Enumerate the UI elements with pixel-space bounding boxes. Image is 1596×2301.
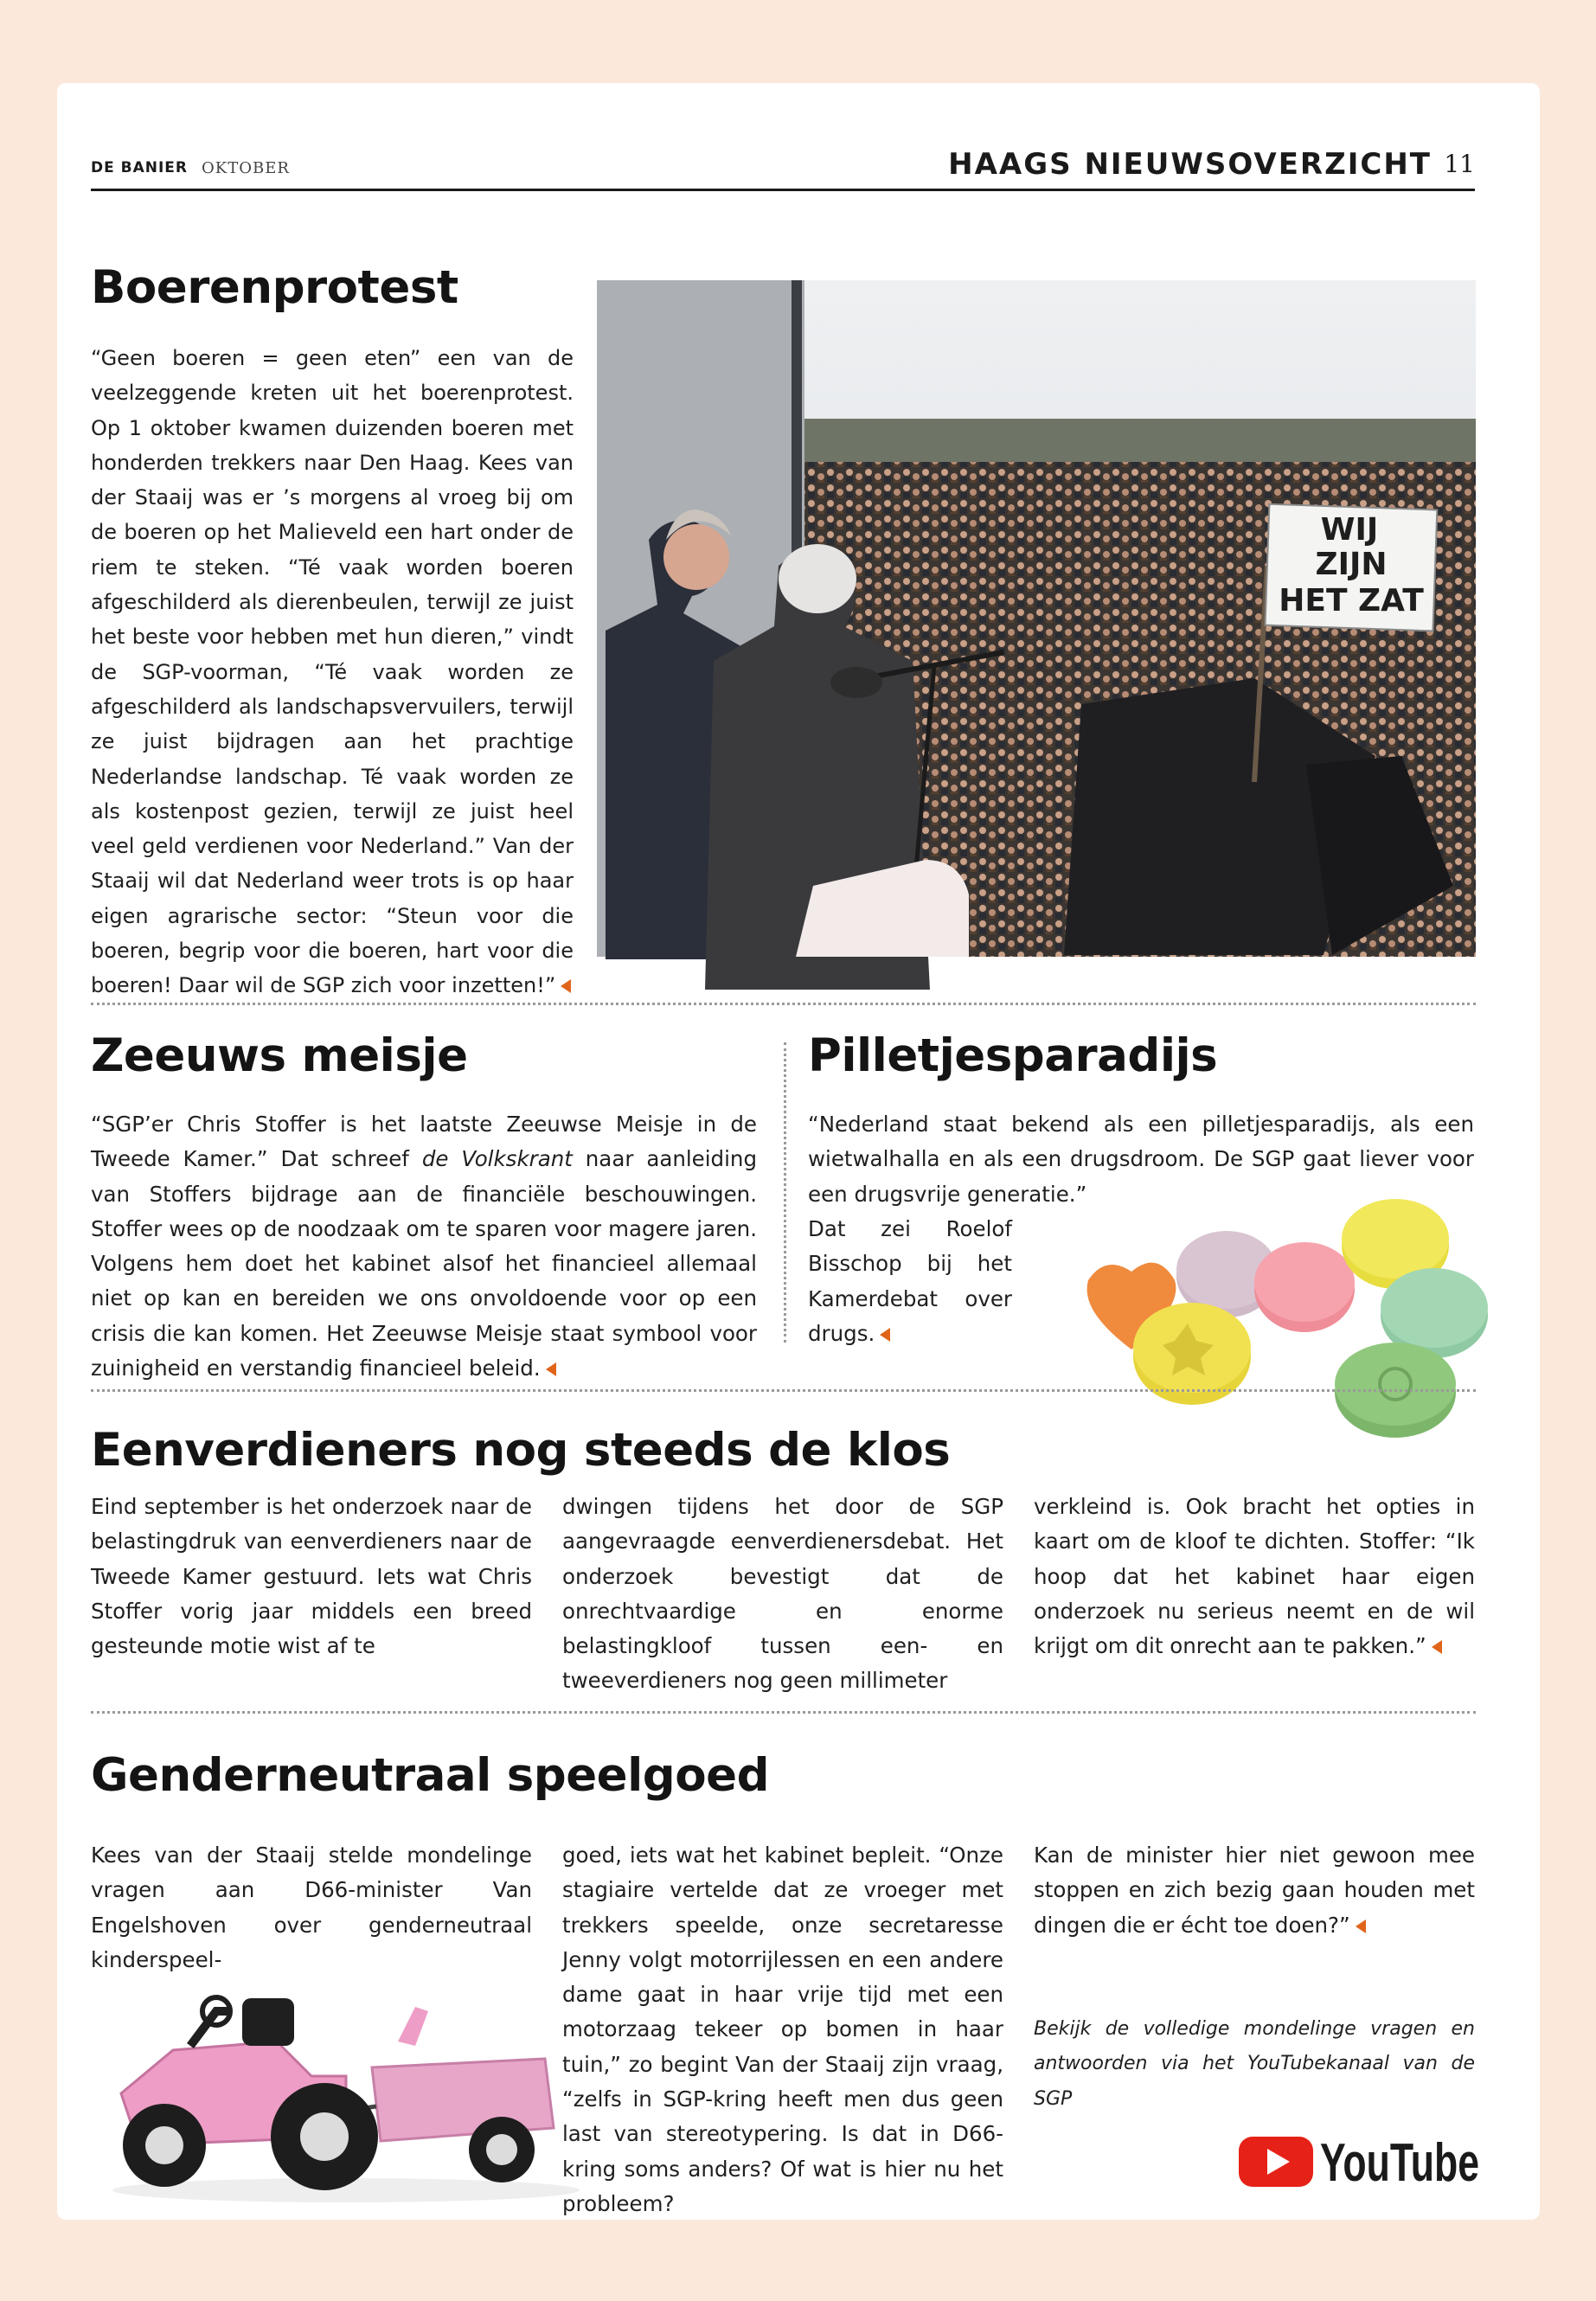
article-title-eenverdieners: Eenverdieners nog steeds de klos — [91, 1424, 951, 1477]
article-body-eenverdieners-col2: dwingen tijdens het door de SGP aangevraagde eenverdienersdebat. Het onderzoek bevestigt dat de onrechtvaardige en enorme belastingkloof tussen een- en tweeverdieners nog geen millimeter — [562, 1494, 1003, 1694]
sign-line-3: HET ZAT — [1279, 583, 1424, 619]
article-body-pilletjes-top: “Nederland staat bekend als een pilletjesparadijs, als een wietwalhalla en als een drugsdroom. De SGP gaat liever voor een drugsvrije generatie.” — [808, 1112, 1474, 1207]
article-title-boerenprotest: Boerenprotest — [91, 261, 458, 314]
section-divider — [91, 1711, 1476, 1714]
article-body-zeeuws-meisje: “SGP’er Chris Stoffer is het laatste Zeeuwse Meisje in de Tweede Kamer.” Dat schreef de Volkskrant naar aanleiding van Stoffers bijdrage aan de financiële beschouwingen. Stoffer wees op de noodzaak om te sparen voor magere jaren. Volgens hem doet het kabinet alsof het financieel allemaal niet op kan en bereiden we ons onvoldoende voor op een crisis die kan komen. Het Zeeuwse Meisje staat symbool voor zuinigheid en verstandig financieel beleid. — [91, 1112, 757, 1381]
issue-month: OKTOBER — [202, 159, 290, 177]
end-arrow-icon — [880, 1328, 890, 1342]
page-number: 11 — [1444, 150, 1475, 178]
pills-image — [1054, 1185, 1503, 1445]
section-divider — [91, 1389, 1476, 1392]
protest-photo — [597, 280, 1476, 957]
page-header — [91, 147, 1475, 191]
sign-line-2: ZIJN — [1315, 547, 1388, 582]
article-body-boerenprotest: “Geen boeren = geen eten” een van de veelzeggende kreten uit het boerenprotest. Op 1 oktober kwamen duizenden boeren met honderden trekkers naar Den Haag. Kees van der Staaij was er ’s morgens al vroeg bij om de boeren op het Malieveld een hart onder de riem te steken. “Té vaak worden boeren afgeschilderd als dierenbeulen, terwijl ze juist het beste voor hebben met hun dieren,” vindt de SGP-voorman, “Té vaak worden ze afgeschilderd als landschapsvervuilers, terwijl ze juist bijdragen aan het prachtige Nederlandse landschap. Té vaak worden ze als kostenpost gezien, terwijl ze juist heel veel geld verdienen voor Nederland.” Van der Staaij wil dat Nederland weer trots is op haar eigen agrarische sector: “Steun voor die boeren, begrip voor die boeren, hart voor die boeren! Daar wil de SGP zich voor inzetten!” — [91, 346, 574, 998]
article-title-zeeuws-meisje: Zeeuws meisje — [91, 1029, 468, 1082]
section-title: HAAGS NIEUWSOVERZICHT — [948, 147, 1432, 182]
article-title-genderneutraal: Genderneutraal speelgoed — [91, 1749, 770, 1802]
end-arrow-icon — [561, 979, 571, 993]
article-body-pilletjes-bottom: Dat zei Roelof Bisschop bij het Kamerdebat over drugs. — [808, 1216, 1012, 1346]
section-divider — [91, 1003, 1476, 1005]
end-arrow-icon — [1356, 1920, 1366, 1933]
end-arrow-icon — [546, 1362, 556, 1376]
youtube-logo — [1239, 2131, 1481, 2193]
sign-line-1: WIJ — [1320, 512, 1379, 548]
end-arrow-icon — [1432, 1640, 1442, 1654]
article-body-eenverdieners-col3: verkleind is. Ook bracht het opties in kaart om de kloof te dichten. Stoffer: “Ik hoop dat het kabinet haar eigen onderzoek nu serieus neemt en de wil krijgt om dit onrecht aan te pakken.” — [1034, 1494, 1475, 1659]
magazine-brand: DE BANIER — [91, 159, 189, 176]
article-body-eenverdieners-col1: Eind september is het onderzoek naar de belastingdruk van eenverdieners naar de Tweede Kamer gestuurd. Iets wat Chris Stoffer vorig jaar middels een breed gesteunde motie wist af te — [91, 1494, 532, 1659]
article-title-pilletjesparadijs: Pilletjesparadijs — [808, 1029, 1218, 1082]
column-divider — [784, 1042, 786, 1343]
youtube-note: Bekijk de volledige mondelinge vragen en antwoorden via het YouTubekanaal van de SGP — [1034, 2018, 1475, 2110]
article-body-gender-col1: Kees van der Staaij stelde mondelinge vragen aan D66-minister Van Engelshoven over genderneutraal kinderspeel- — [91, 1843, 532, 1972]
youtube-wordmark: YouTube — [1320, 2133, 1479, 2193]
toy-tractor-image — [87, 1964, 588, 2206]
article-body-gender-col3: Kan de minister hier niet gewoon mee stoppen en zich bezig gaan houden met dingen die er écht toe doen?” — [1034, 1843, 1475, 1938]
article-body-gender-col2: goed, iets wat het kabinet bepleit. “Onze stagiaire vertelde dat ze vroeger met trekkers speelde, onze secretaresse Jenny volgt motorrijlessen en een andere dame gaat in haar vrije tijd met een motorzaag tekeer op bomen in haar tuin,” zo begint Van der Staaij zijn vraag, “zelfs in SGP-kring heeft men dus geen last van stereotypering. Is dat in D66-kring soms anders? Of wat is hier nu het probleem? — [562, 1843, 1003, 2216]
